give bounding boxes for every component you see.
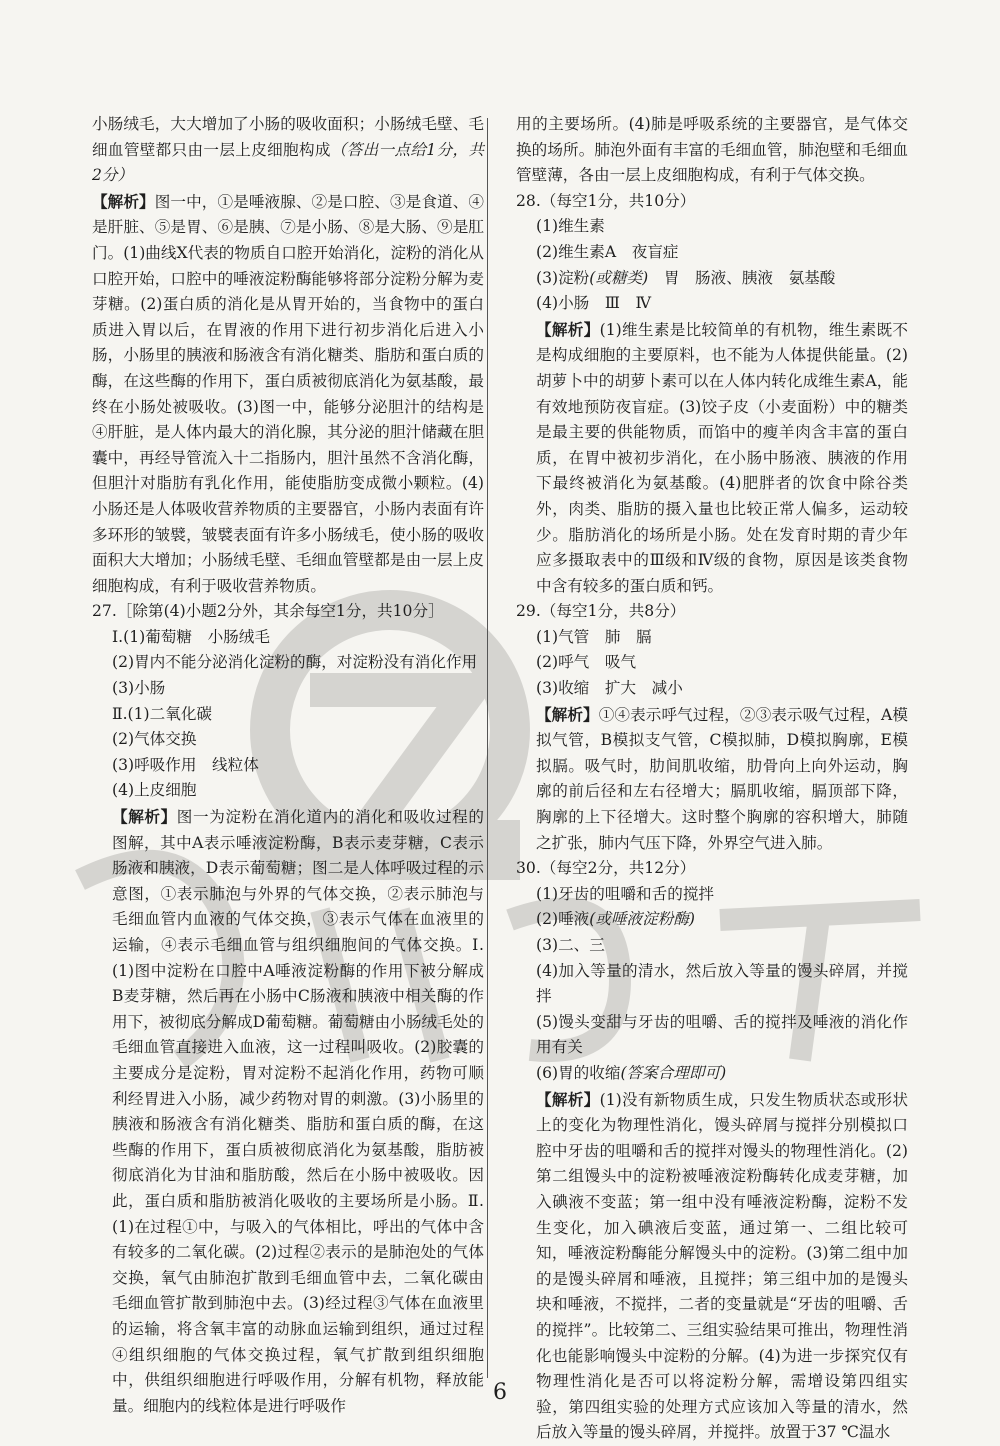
q29-answer: (2)呼气 吸气 [536,653,637,672]
q28-answer: (1)维生素 [536,217,605,236]
q30-answer: (4)加入等量的清水，然后放入等量的馒头碎屑，并搅拌 [536,961,908,1006]
analysis-28: 【解析】(1)维生素是比较简单的有机物，维生素既不是构成细胞的主要原料，也不能为人体提供能量。(2)胡萝卜中的胡萝卜素可以在人体内转化成维生素A，能有效地预防夜盲症。(3)饺子皮（小麦面粉）中的糖类是最主要的供能物质，而馅中的瘦羊肉含丰富的蛋白质，在胃中被初步消化，在小肠中肠液、胰液的作用下最终被消化为氨基酸。(4)肥胖者的饮食中除谷类外，肉类、脂肪的摄入量也比较正常人偏多，运动较少。脂肪消化的场所是小肠。处在发育时期的青少年应多摄取表中的Ⅲ级和Ⅳ级的食物，原因是该类食物中含有较多的蛋白质和钙。 [536,319,908,595]
question-29-header: 29.（每空1分，共8分） [516,602,686,621]
q28-answer: (4)小肠 Ⅲ Ⅳ [536,294,652,313]
q27-answer: (2)胃内不能分泌消化淀粉的酶，对淀粉没有消化作用 [112,653,478,672]
answer-continued: 小肠绒毛，大大增加了小肠的吸收面积；小肠绒毛壁、毛细血管壁都只由一层上皮细胞构成（答出一点给1分，共2分） [92,115,484,185]
analysis-27-continued: 用的主要场所。(4)肺是呼吸系统的主要器官，是气体交换的场所。肺泡外面有丰富的毛细血管，肺泡壁和毛细血管壁薄，各由一层上皮细胞构成，有利于气体交换。 [516,115,908,185]
q27-answer: (3)呼吸作用 线粒体 [112,755,259,774]
q28-answer: (3)淀粉(或糖类) 胃 肠液、胰液 氨基酸 [536,268,836,287]
column-divider [487,118,488,1378]
page-number: 6 [493,1380,507,1405]
q29-answer: (3)收缩 扩大 减小 [536,679,683,698]
q27-answer: (3)小肠 [112,679,166,698]
analysis-26: 【解析】图一中，①是唾液腺、②是口腔、③是食道、④是肝脏、⑤是胃、⑥是胰、⑦是小肠、⑧是大肠、⑨是肛门。(1)曲线X代表的物质自口腔开始消化，淀粉的消化从口腔开始，口腔中的唾液淀粉酶能够将部分淀粉分解为麦芽糖。(2)蛋白质的消化是从胃开始的，当食物中的蛋白质进入胃以后，在胃液的作用下进行初步消化后进入小肠，小肠里的胰液和肠液含有消化糖类、脂肪和蛋白质的酶，在这些酶的作用下，蛋白质被彻底消化为氨基酸，最终在小肠处被吸收。(3)图一中，能够分泌胆汁的结构是④肝脏，是人体内最大的消化腺，其分泌的胆汁储藏在胆囊中，再经导管流入十二指肠内，胆汁虽然不含消化酶，但胆汁对脂肪有乳化作用，能使脂肪变成微小颗粒。(4)小肠还是人体吸收营养物质的主要器官，小肠内表面有许多环形的皱襞，皱襞表面有许多小肠绒毛，使小肠的吸收面积大大增加；小肠绒毛壁、毛细血管壁都是由一层上皮细胞构成，有利于吸收营养物质。 [92,191,484,595]
q30-answer: (6)胃的收缩(答案合理即可) [536,1063,727,1082]
left-column [92,112,484,1419]
q27-answer: Ⅱ.(1)二氧化碳 [112,704,213,723]
q27-answer: (4)上皮细胞 [112,781,197,800]
q27-answer: Ⅰ.(1)葡萄糖 小肠绒毛 [112,627,270,646]
right-column [516,112,908,1446]
question-30-header: 30.（每空2分，共12分） [516,859,696,878]
q30-answer: (2)唾液(或唾液淀粉酶) [536,910,696,929]
q30-answer: (1)牙齿的咀嚼和舌的搅拌 [536,884,715,903]
q30-answer: (5)馒头变甜与牙齿的咀嚼、舌的搅拌及唾液的消化作用有关 [536,1012,908,1057]
question-28-header: 28.（每空1分，共10分） [516,191,696,210]
q27-answer: (2)气体交换 [112,730,197,749]
analysis-27: 【解析】图一为淀粉在消化道内的消化和吸收过程的图解，其中A表示唾液淀粉酶，B表示麦芽糖，C表示肠液和胰液，D表示葡萄糖；图二是人体呼吸过程的示意图，①表示肺泡与外界的气体交换，②表示肺泡与毛细血管内血液的气体交换，③表示气体在血液里的运输，④表示毛细血管与组织细胞间的气体交换。Ⅰ.(1)图中淀粉在口腔中A唾液淀粉酶的作用下被分解成B麦芽糖，然后再在小肠中C肠液和胰液中相关酶的作用下，被彻底分解成D葡萄糖。葡萄糖由小肠绒毛处的毛细血管直接进入血液，这一过程叫吸收。(2)胶囊的主要成分是淀粉，胃对淀粉不起消化作用，药物可顺利经胃进入小肠，减少药物对胃的刺激。(3)小肠里的胰液和肠液含有消化糖类、脂肪和蛋白质的酶，在这些酶的作用下，蛋白质被彻底消化为氨基酸，脂肪被彻底消化为甘油和脂肪酸，然后在小肠中被吸收。因此，蛋白质和脂肪被消化吸收的主要场所是小肠。Ⅱ.(1)在过程①中，与吸入的气体相比，呼出的气体中含有较多的二氧化碳。(2)过程②表示的是肺泡处的气体交换，氧气由肺泡扩散到毛细血管中去，二氧化碳由毛细血管扩散到肺泡中去。(3)经过程③气体在血液里的运输，将含氧丰富的动脉血运输到组织，通过过程④组织细胞的气体交换过程，氧气扩散到组织细胞中，供组织细胞进行呼吸作用，分解有机物，释放能量。细胞内的线粒体是进行呼吸作 [112,807,484,1415]
q30-answer: (3)二、三 [536,936,605,954]
question-27-header: 27.［除第(4)小题2分外，其余每空1分，共10分］ [92,602,444,621]
q29-answer: (1)气管 肺 膈 [536,627,652,646]
analysis-29: 【解析】①④表示呼气过程，②③表示吸气过程，A模拟气管，B模拟支气管，C模拟肺，D模拟胸廓，E模拟膈。吸气时，肋间肌收缩，肋骨向上向外运动，胸廓的前后径和左右径增大；膈肌收缩，膈顶部下降，胸廓的上下径增大。这时整个胸廓的容积增大，肺随之扩张，肺内气压下降，外界空气进入肺。 [536,704,908,852]
q28-answer: (2)维生素A 夜盲症 [536,242,679,261]
analysis-30: 【解析】(1)没有新物质生成，只发生物质状态或形状上的变化为物理性消化，馒头碎屑与搅拌分别模拟口腔中牙齿的咀嚼和舌的搅拌对馒头的物理性消化。(2)第二组馒头中的淀粉被唾液淀粉酶转化成麦芽糖，加入碘液不变蓝；第一组中没有唾液淀粉酶，淀粉不发生变化，加入碘液后变蓝，通过第一、二组比较可知，唾液淀粉酶能分解馒头中的淀粉。(3)第二组中加的是馒头碎屑和唾液，且搅拌；第三组中加的是馒头块和唾液，不搅拌，二者的变量就是“牙齿的咀嚼、舌的搅拌”。比较第二、三组实验结果可推出，物理性消化也能影响馒头中淀粉的分解。(4)为进一步探究仅有物理性消化是否可以将淀粉分解，需增设第四组实验，第四组实验的处理方式应该加入等量的清水，然后放入等量的馒头碎屑，并搅拌。放置于37 ℃温水 [536,1089,908,1442]
